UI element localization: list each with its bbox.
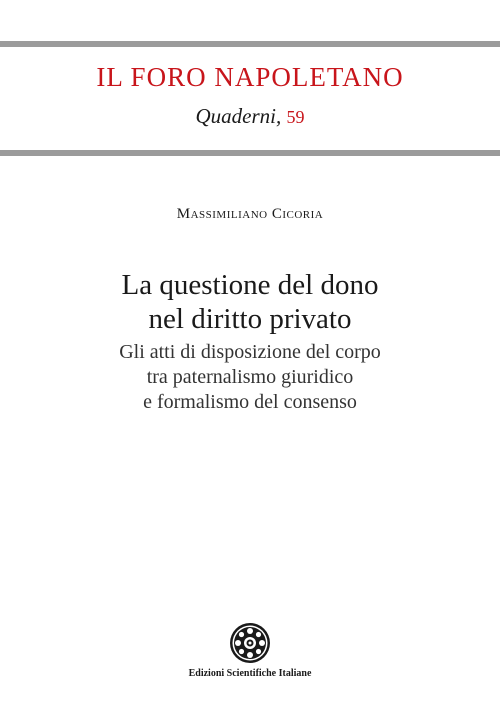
book-title (0, 268, 500, 336)
bottom-rule (0, 150, 500, 156)
book-title-line: La questione del dono (121, 269, 379, 301)
top-rule (0, 41, 500, 47)
book-subtitle-line: e formalismo del consenso (143, 391, 357, 413)
book-subtitle (0, 340, 500, 415)
publisher-name: Edizioni Scientifiche Italiane (188, 668, 312, 679)
series-number: 59 (286, 107, 305, 127)
book-subtitle-line: Gli atti di disposizione del corpo (119, 341, 381, 363)
book-title-line: nel diritto privato (148, 303, 352, 335)
series-subseries: Quaderni, (195, 104, 282, 128)
series-title: IL FORO NAPOLETANO (96, 62, 404, 92)
esi-emblem-icon (229, 622, 271, 664)
series-line (0, 104, 500, 129)
author-name: Massimiliano Cicoria (176, 206, 324, 222)
book-subtitle-line: tra paternalismo giuridico (146, 366, 354, 388)
